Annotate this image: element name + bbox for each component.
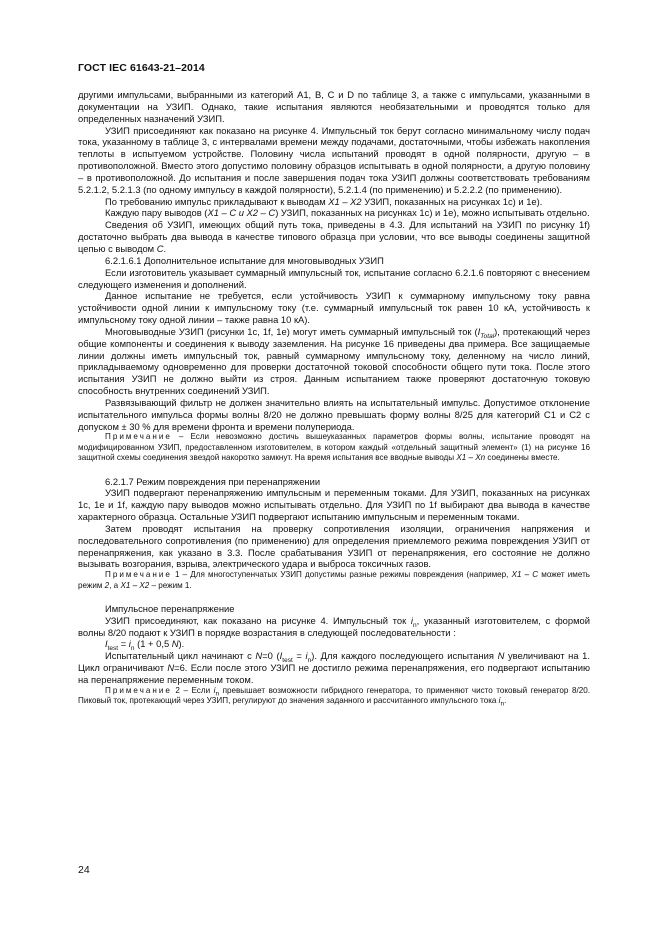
paragraph-impulse-terminals: По требованию импульс прикладывают к выводам X1 – X2 УЗИП, показанных на рисунках 1с) и 1е). (105, 195, 543, 207)
note-hybrid-generator: Примечание 2 – Если $i_n$ превышает возможности гибридного генератора, то применяют чисто токовый генератор 8/20. Пиковый ток, протекающий через УЗИП, регулируют до значения заданного и рассчитанного импульсного тока $i_n$. (78, 685, 590, 708)
paragraph-multi-terminal: Многовыводные УЗИП (рисунки 1с, 1f, 1e) могут иметь суммарный импульсный ток $(I_{Total})$, протекающий через общие компоненты и соединения к выводу заземления. На рисунке 16 приведены два примера. Все защищаемые линии должны иметь импульсный ток, равный суммарному импульсному току, деленному на число линий, прикладываемому одновременно для проверки достаточной токовой способности общего пути тока. После этого испытания УЗИП не должно выйти из строя. Данным испытанием также проверяют достаточную токовую способность внутренних соединений УЗИП. (78, 325, 590, 397)
paragraph-connection: УЗИП присоединяют как показано на рисунке 4. Импульсный ток берут согласно минимальному числу подач тока, указанному в таблице 3, с интервалами времени между подачами, достаточными, чтобы избежать накопления теплоты в испытуемом устройстве. Половину числа испытаний проводят в одной полярности, другую – в противоположной. Вместо этого допустимо половину образцов испытывать в одной полярности, а другую половину – в противоположной. До испытания и после завершения подач тока УЗИП должны соответствовать требованиям 5.2.1.2, 5.2.1.3 (по одному импульсу в каждой полярности), 5.2.1.4 (по применению) и 5.2.2.2 (по применению). (78, 124, 590, 195)
paragraph-total-current: Если изготовитель указывает суммарный импульсный ток, испытание согласно 6.2.1.6 повторяют с внесением следующего изменения и дополнений. (78, 266, 590, 290)
paragraph-test-cycle: Испытательный цикл начинают с N=0 $(I_{test} = i_n)$. Для каждого последующего испытания N увеличивают на 1. Цикл ограничивают N=6. Если после этого УЗИП не достигло режима перенапряжения, его подвергают испытанию на перенапряжение переменным током. (78, 650, 590, 685)
subheading-impulse-overvoltage: Импульсное перенапряжение (105, 602, 235, 614)
note-waveform: Примечание – Если невозможно достичь вышеуказанных параметров формы волны, испытание проводят на модифицированном УЗИП, предоставленном изготовителем, в котором каждый «отдельный защитный элемент» (1) на рисунке 16 защитной схемы соединения звездой накоротко замкнут. На время испытания все вводные выводы X1 – Xn соединены вместе. (78, 432, 590, 463)
paragraph-not-required: Данное испытание не требуется, если устойчивость УЗИП к суммарному импульсному току равна устойчивости одной линии к импульсному току (т.е. суммарный импульсный ток равен 10 кА, устойчивость к импульсному току одной линии – также равна 10 кА). (78, 290, 590, 326)
paragraph-decoupling-filter: Развязывающий фильтр не должен значительно влиять на испытательный импульс. Допустимое отклонение испытательного импульса формы волны 8/20 не должно превышать форму волны 8/25 для категорий С1 и С2 с допуском ± 30 % для времени фронта и времени полупериода. (78, 396, 590, 432)
section-heading-6-2-1-7: 6.2.1.7 Режим повреждения при перенапряжении (105, 475, 321, 487)
page-body (78, 89, 590, 707)
paragraph-terminal-pairs: Каждую пару выводов (X1 – C и X2 – C) УЗИП, показанных на рисунках 1с) и 1е), можно испытывать отдельно. (105, 207, 590, 219)
paragraph-impulse-sequence: УЗИП присоединяют, как показано на рисунке 4. Импульсный ток $i_n$, указанный изготовителем, с формой волны 8/20 подают к УЗИП в порядке возрастания в следующей последовательности : (78, 614, 590, 638)
section-heading-6-2-1-6-1: 6.2.1.6.1 Дополнительное испытание для многовыводных УЗИП (105, 254, 384, 266)
paragraph-common-path: Сведения об УЗИП, имеющих общий путь тока, приведены в 4.3. Для испытаний на УЗИП по рисунку 1f) достаточно выбрать два вывода в качестве типового образца при условии, что все выводы соединены защитной цепью с выводом С. (78, 219, 590, 254)
paragraph-overstress: УЗИП подвергают перенапряжению импульсным и переменным токами. Для УЗИП, показанных на рисунках 1с, 1е и 1f, каждую пару выводов можно испытывать отдельно. Для УЗИП по 1f выбирают два вывода в качестве характерного образца. Остальные УЗИП подвергают испытанию импульсным и переменным токами. (78, 487, 590, 523)
standard-header: ГОСТ IEC 61643-21–2014 (78, 62, 205, 74)
formula-test-current: $I_{test} = i_n$ (1 + 0,5 N). (105, 638, 185, 653)
paragraph-continuation: другими импульсами, выбранными из категорий А1, В, С и D по таблице 3, а также с импульсами, указанными в документации на УЗИП. Однако, такие испытания являются необязательными и проводятся только для определенных назначений УЗИП. (78, 89, 590, 124)
note-multistage: Примечание 1 – Для многоступенчатых УЗИП допустимы разные режимы повреждения (например, X1 – C может иметь режим 2, а X1 – X2 – режим 1. (78, 570, 590, 590)
page-number: 24 (78, 864, 90, 876)
paragraph-failure-mode: Затем проводят испытания на проверку сопротивления изоляции, ограничения напряжения и последовательного сопротивления (по применению) для определения приемлемого режима повреждения УЗИП от перенапряжения, как указано в 3.3. После срабатывания УЗИП от перенапряжения, его состояние не должно вызывать возгорания, взрыва, электрического удара и выброса токсичных газов. (78, 522, 590, 570)
